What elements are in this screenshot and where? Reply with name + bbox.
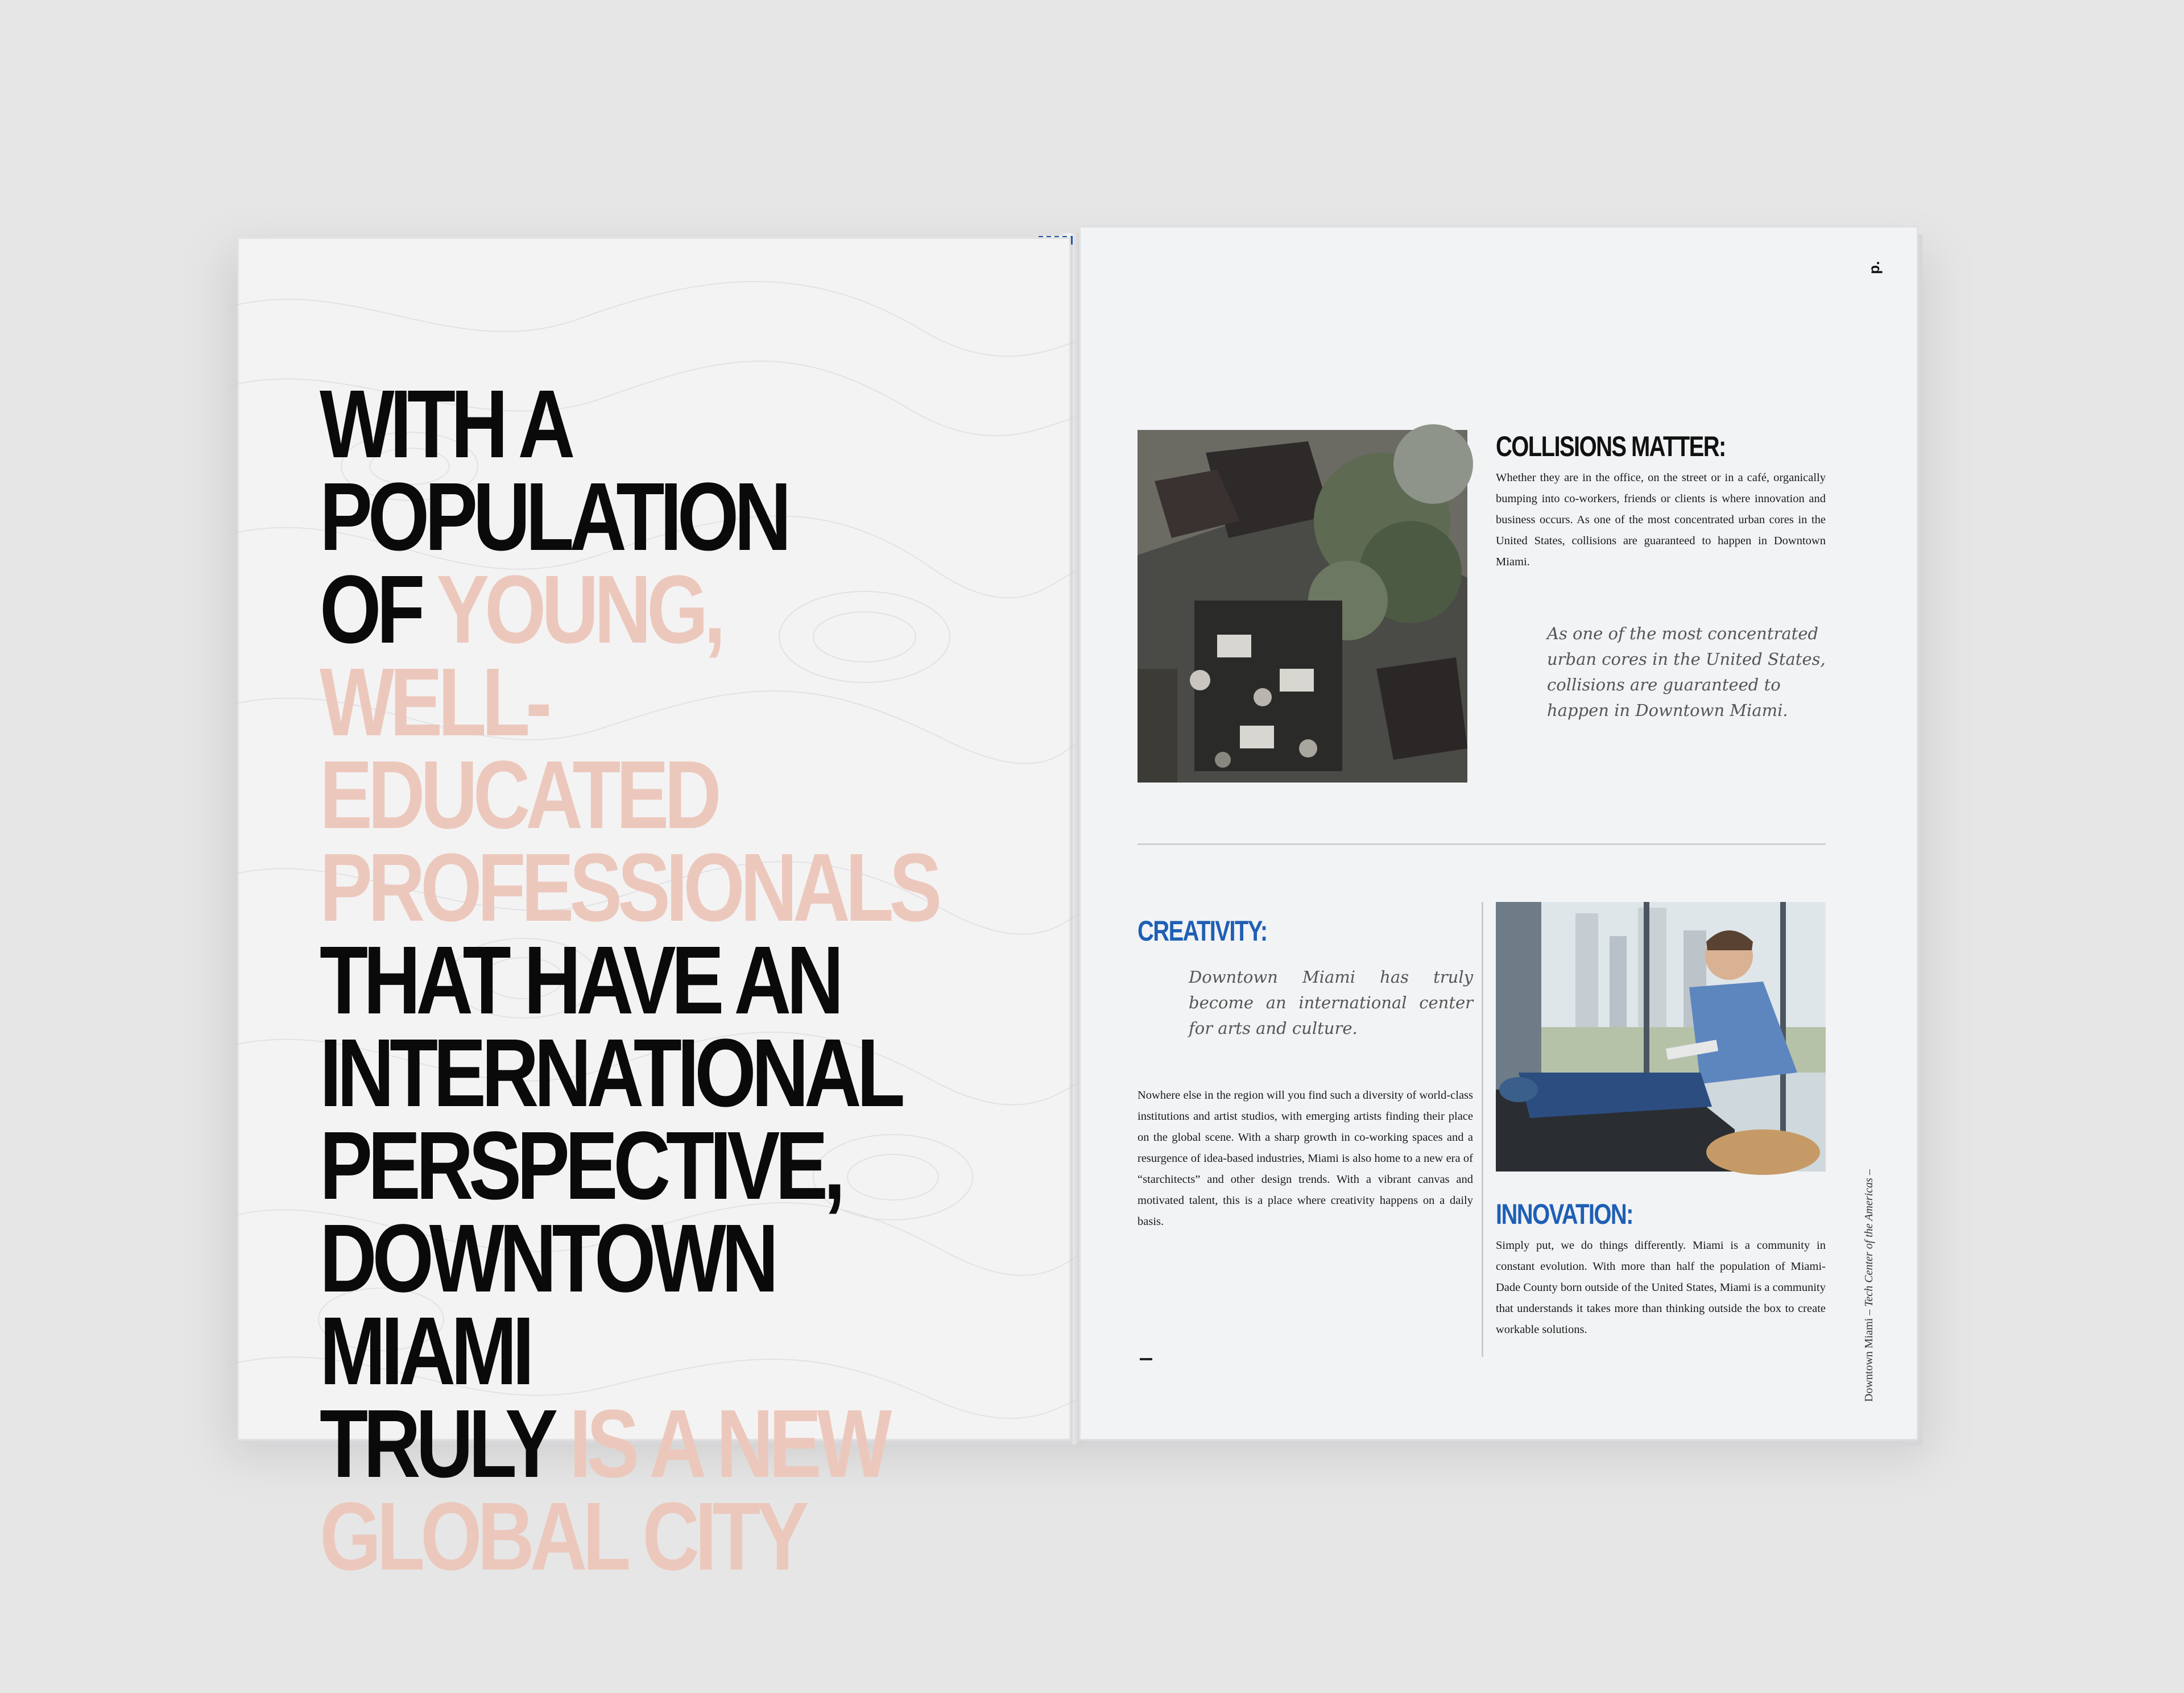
creativity-body: Nowhere else in the region will you find such a diversity of world-class institutions and artist studios, with emerging artists finding their place on the global scene. With a sharp growth in co-working spaces and a resurgence of idea-based industries, Miami is also home to a new era of “starchitects” and other design trends. With a vibrant canvas and motivated talent, this is a place where creativity happens on a daily basis. — [1138, 1089, 1473, 1228]
headline-line-6 — [320, 1019, 937, 1127]
creativity-section — [1138, 902, 1473, 947]
footer-italic: Tech Center of the Americas – — [1863, 1169, 1875, 1307]
headline-segment: THAT HAVE AN — [320, 926, 839, 1034]
running-footer — [1863, 1169, 1876, 1402]
innovation-section — [1496, 1198, 1826, 1340]
headline-line-4 — [320, 834, 938, 942]
section-divider — [1138, 843, 1826, 845]
headline-segment: PERSPECTIVE, — [320, 1112, 841, 1220]
collisions-heading: COLLISIONS MATTER: — [1496, 431, 1726, 462]
headline-line-2 — [320, 556, 937, 664]
headline-line-5 — [320, 926, 937, 1034]
headline-line-1 — [320, 370, 937, 571]
headline-segment: INTERNATIONAL — [320, 1019, 901, 1127]
headline-segment: WITH A POPULATION — [320, 370, 787, 571]
headline-segment-accent: GLOBAL CITY — [320, 1483, 805, 1591]
headline-line-7 — [320, 1112, 937, 1220]
left-page — [239, 239, 1069, 1591]
page-dash — [1140, 1358, 1152, 1360]
headline-line-10 — [320, 1483, 937, 1591]
headline-line-8 — [320, 1204, 937, 1405]
cafe-photo — [1138, 430, 1467, 783]
collisions-body: Whether they are in the office, on the street or in a café, organically bumping into co-workers, friends or clients is where innovation and business occurs. As one of the most concentrated urban cores in the United States, collisions are guaranteed to happen in Downtown Miami. — [1496, 471, 1826, 568]
column-rule — [1482, 902, 1483, 1357]
footer-prefix: Downtown Miami – — [1863, 1306, 1875, 1402]
page-number-mark: p. — [1866, 260, 1883, 274]
innovation-heading: INNOVATION: — [1496, 1198, 1633, 1230]
creativity-heading: CREATIVITY: — [1138, 915, 1267, 947]
headline-segment-accent: IS A NEW — [569, 1390, 887, 1498]
right-page — [1081, 227, 1917, 1439]
headline-line-3 — [320, 648, 937, 849]
headline — [320, 370, 938, 1591]
collisions-section — [1496, 430, 1826, 573]
headline-line-9 — [320, 1390, 937, 1498]
collisions-pull-quote: As one of the most concentrated urban cores in the United States, collisions are guaranteed to happen in Downtown Miami. — [1547, 624, 1826, 720]
headline-segment-accent: YOUNG, — [436, 556, 721, 664]
headline-segment: TRULY — [320, 1390, 569, 1498]
headline-segment: OF — [320, 556, 437, 664]
creativity-pull-quote: Downtown Miami has truly become an international center for arts and culture. — [1189, 967, 1473, 1038]
innovation-body: Simply put, we do things differently. Miami is a community in constant evolution. With more than half the population of Miami-Dade County born outside of the United States, Miami is a community that understands it takes more than thinking outside the box to create workable solutions. — [1496, 1239, 1826, 1336]
man-lounging-photo — [1496, 902, 1826, 1172]
headline-segment-accent: PROFESSIONALS — [320, 834, 938, 942]
headline-segment-accent: WELL-EDUCATED — [320, 648, 717, 849]
headline-segment: DOWNTOWN MIAMI — [320, 1204, 775, 1405]
